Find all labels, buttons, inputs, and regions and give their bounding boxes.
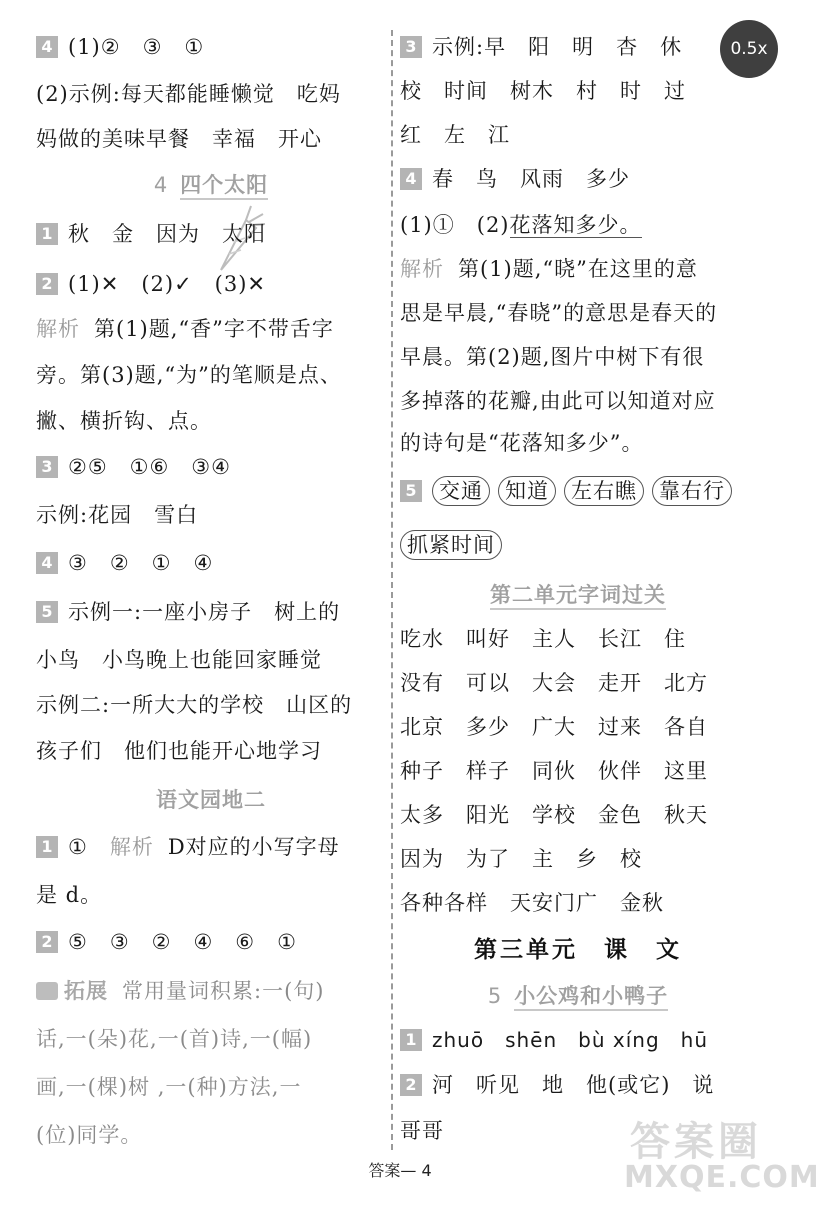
answer-line: 妈做的美味早餐 幸福 开心	[36, 127, 322, 151]
site-watermark: 答案圈 MXQE.COM	[624, 1119, 820, 1195]
question-number: 4	[36, 36, 58, 58]
book-icon	[36, 982, 58, 1000]
page-footer: 答案— 4	[368, 1161, 432, 1180]
answer-line: 是 d。	[36, 883, 103, 907]
answer-line: (2)示例:每天都能睡懒觉 吃妈	[36, 82, 341, 106]
answer-line: 示例:花园 雪白	[36, 503, 199, 527]
answer-line: 4 (1)② ③ ①	[36, 32, 204, 62]
word-list-line: 各种各样 天安门广 金秋	[400, 891, 664, 915]
analysis-line: 解析 第(1)题,“香”字不带舌字	[36, 317, 334, 341]
analysis-line: 解析 第(1)题,“晓”在这里的意	[400, 257, 698, 281]
column-divider	[391, 30, 393, 1150]
word-list-line: 吃水 叫好 主人 长江 住	[400, 627, 686, 651]
question-number: 2	[36, 931, 58, 953]
question-number: 4	[36, 552, 58, 574]
analysis-tag: 解析	[36, 317, 80, 341]
analysis-line: 撇、横折钩、点。	[36, 409, 212, 433]
answer-line: 2 (1)✕ (2)✓ (3)✕	[36, 269, 266, 299]
answer-line: 4 ③ ② ① ④	[36, 548, 213, 578]
analysis-tag: 解析	[400, 257, 444, 281]
answer-line: (1)① (2)花落知多少。	[400, 213, 642, 237]
answer-line: 红 左 江	[400, 123, 510, 147]
question-number: 1	[36, 223, 58, 245]
word-list-line: 种子 样子 同伙 伙伴 这里	[400, 759, 708, 783]
unit-heading: 第三单元 课 文	[474, 937, 682, 963]
question-number: 5	[400, 480, 422, 502]
section-heading: 语文园地二	[156, 788, 266, 812]
answer-line: 3 ②⑤ ①⑥ ③④	[36, 452, 231, 482]
answer-line: 4 春 鸟 风雨 多少	[400, 164, 630, 194]
answer-line: 2 河 听见 地 他(或它) 说	[400, 1070, 714, 1100]
answer-line: 小鸟 小鸟晚上也能回家睡觉	[36, 648, 322, 672]
answer-line: 2 ⑤ ③ ② ④ ⑥ ①	[36, 927, 297, 957]
question-number: 3	[36, 456, 58, 478]
word-chip: 抓紧时间	[400, 530, 502, 560]
word-chip: 知道	[498, 476, 556, 506]
question-number: 5	[36, 601, 58, 623]
answer-line: 哥哥	[400, 1119, 444, 1143]
word-list-line: 北京 多少 广大 过来 各自	[400, 715, 708, 739]
analysis-line: 旁。第(3)题,“为”的笔顺是点、	[36, 363, 342, 387]
expand-line: 画,一(棵)树 ,一(种)方法,一	[36, 1075, 302, 1099]
analysis-tag: 解析	[109, 835, 154, 859]
question-number: 2	[400, 1074, 422, 1096]
answer-line	[400, 530, 510, 560]
answer-line: 3 示例:早 阳 明 杏 休	[400, 32, 682, 62]
answer-line: 1 秋 金 因为 太阳	[36, 219, 266, 249]
analysis-line: 思是早晨,“春晓”的意思是春天的	[400, 301, 718, 325]
lesson-heading: 5 小公鸡和小鸭子	[400, 981, 756, 1011]
answer-line: 示例二:一所大大的学校 山区的	[36, 693, 353, 717]
expand-line: 话,一(朵)花,一(首)诗,一(幅)	[36, 1027, 313, 1051]
question-number: 3	[400, 36, 422, 58]
question-number: 2	[36, 273, 58, 295]
lesson-heading: 4 四个太阳	[36, 170, 386, 200]
analysis-line: 早晨。第(2)题,图片中树下有很	[400, 345, 705, 369]
section-heading: 第二单元字词过关	[400, 580, 756, 610]
answer-line: 校 时间 树木 村 时 过	[400, 79, 686, 103]
analysis-line: 多掉落的花瓣,由此可以知道对应	[400, 389, 716, 413]
word-chip: 左右瞧	[564, 476, 644, 506]
expand-line: (位)同学。	[36, 1123, 143, 1147]
word-chip: 靠右行	[652, 476, 732, 506]
zoom-badge[interactable]: 0.5x	[720, 20, 778, 78]
answer-line: 5 示例一:一座小房子 树上的	[36, 597, 340, 627]
question-number: 4	[400, 168, 422, 190]
answer-line: 孩子们 他们也能开心地学习	[36, 739, 322, 763]
answer-line	[400, 476, 740, 506]
poem-answer: 花落知多少。	[509, 213, 642, 237]
answer-line: 1 zhuō shēn bù xíng hū	[400, 1025, 708, 1055]
word-chip: 交通	[432, 476, 490, 506]
question-number: 1	[400, 1029, 422, 1051]
expand-label: 拓展	[64, 979, 108, 1003]
expand-line: 拓展 常用量词积累:一(句)	[36, 976, 324, 1006]
question-number: 1	[36, 836, 58, 858]
answer-line: 1 ① 解析 D对应的小写字母	[36, 832, 340, 862]
word-list-line: 没有 可以 大会 走开 北方	[400, 671, 708, 695]
analysis-line: 的诗句是“花落知多少”。	[400, 431, 644, 455]
word-list-line: 因为 为了 主 乡 校	[400, 847, 642, 871]
word-list-line: 太多 阳光 学校 金色 秋天	[400, 803, 708, 827]
